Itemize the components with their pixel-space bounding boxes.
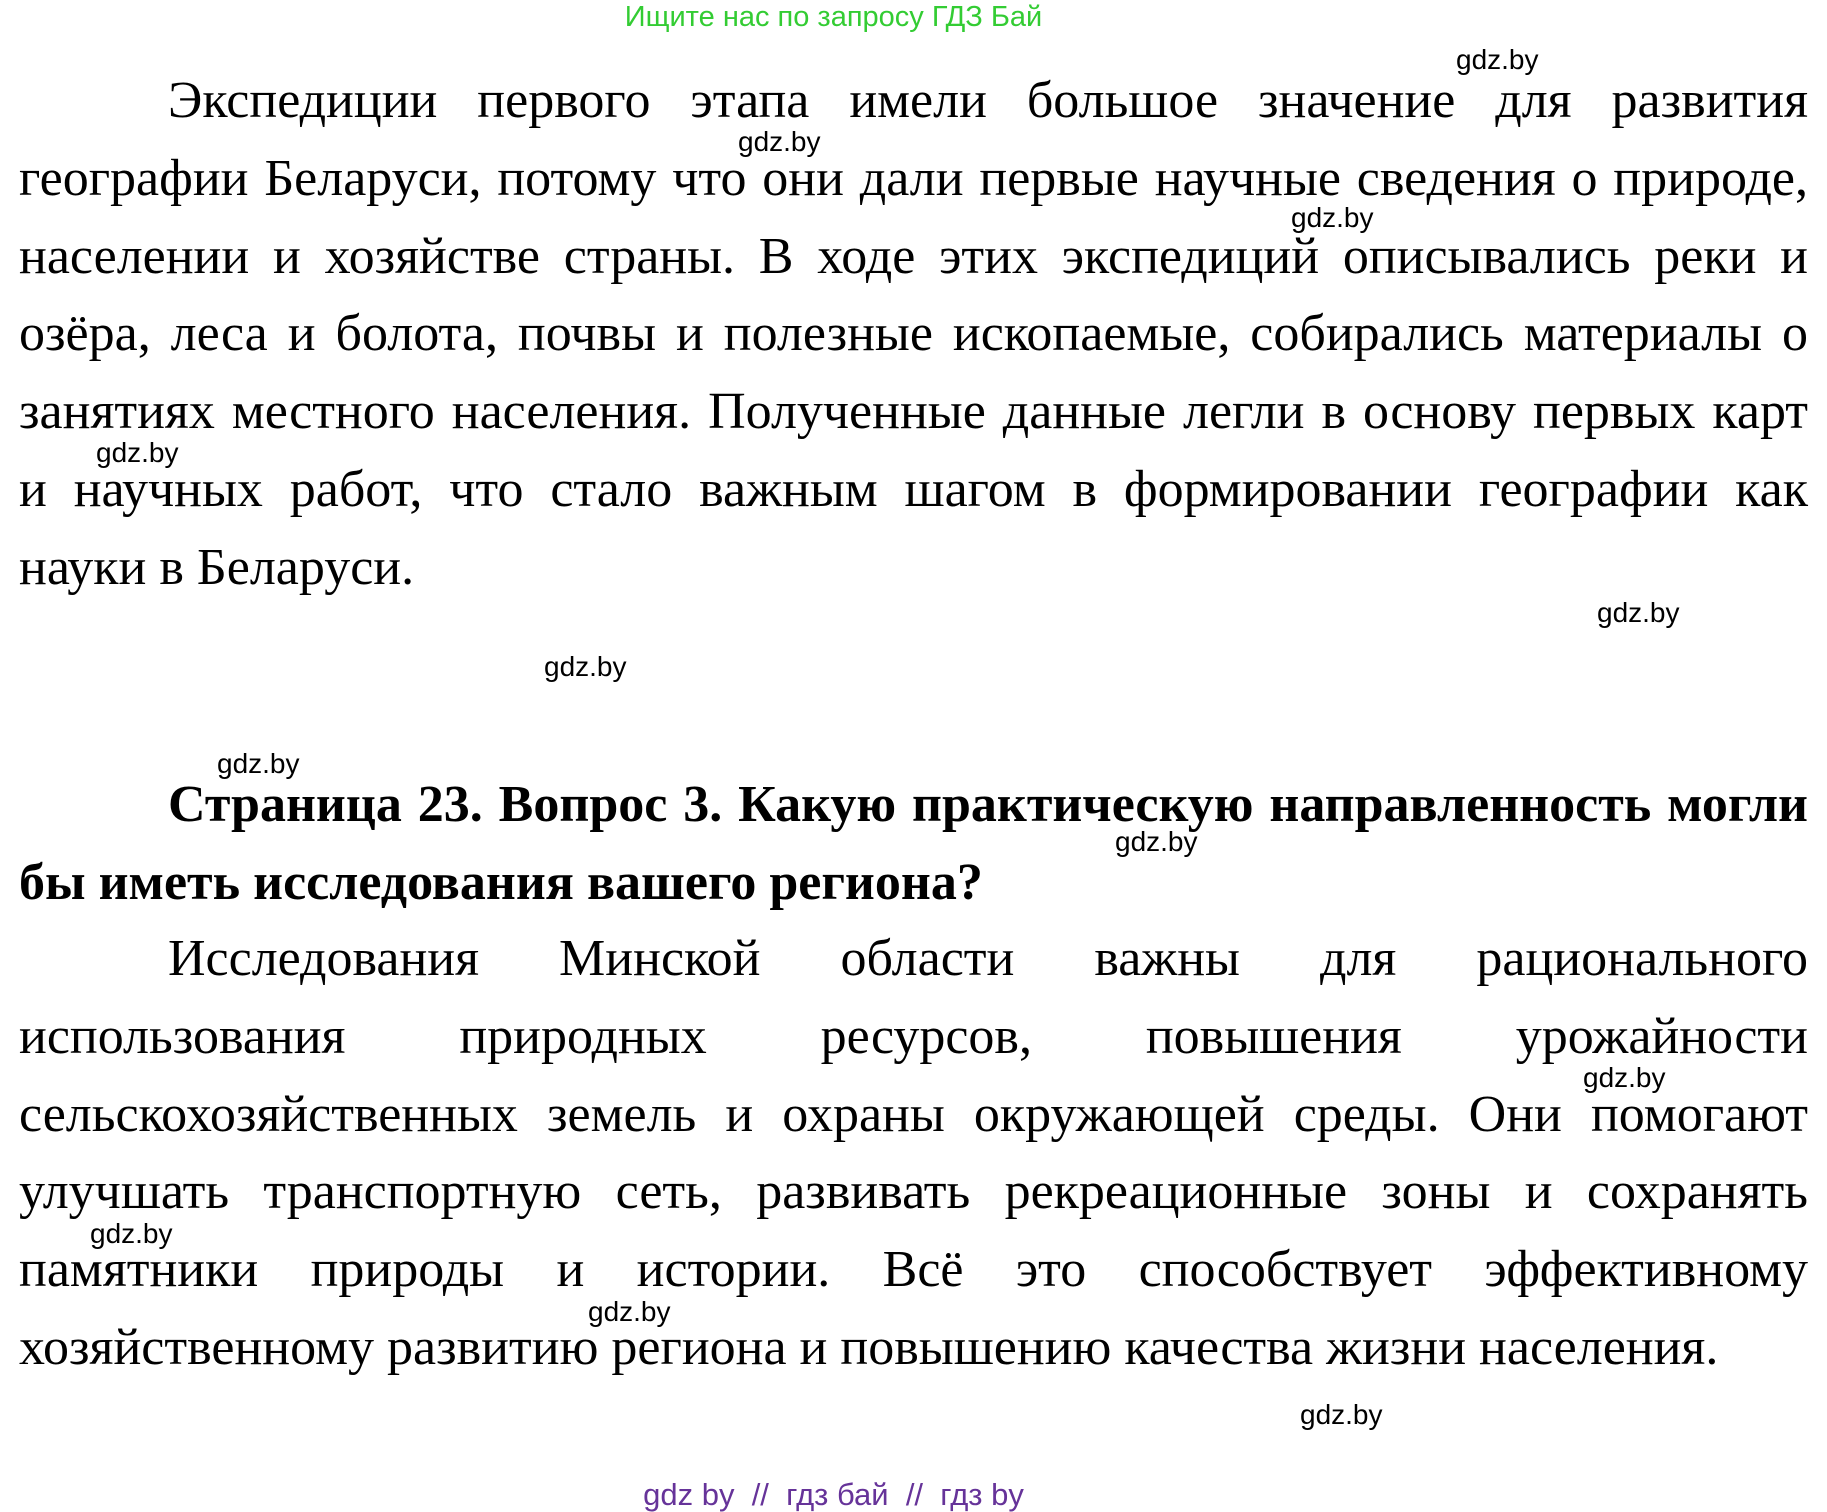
- footer-separator: //: [734, 1477, 787, 1512]
- watermark: gdz.by: [544, 651, 627, 682]
- watermark: gdz.by: [217, 748, 300, 779]
- footer-link-gdz-bai[interactable]: гдз бай: [786, 1477, 889, 1512]
- search-banner: Ищите нас по запросу ГДЗ Бай: [624, 1, 1043, 33]
- watermark: gdz.by: [1300, 1399, 1383, 1430]
- footer-separator: //: [888, 1477, 941, 1512]
- footer-links: [0, 1478, 1747, 1512]
- watermark: gdz.by: [588, 1296, 671, 1327]
- question-heading: Страница 23. Вопрос 3. Какую практическую направленность могли бы иметь исследования вашего региона?: [19, 776, 1808, 911]
- watermark: gdz.by: [738, 126, 821, 157]
- watermark: gdz.by: [1583, 1062, 1666, 1093]
- footer-link-gdz-by-cyrillic[interactable]: гдз by: [940, 1477, 1024, 1512]
- watermark: gdz.by: [96, 437, 179, 468]
- watermark: gdz.by: [1597, 597, 1680, 628]
- watermark: gdz.by: [1456, 44, 1539, 75]
- answer-paragraph-2: Исследования Минской области важны для рационального использования природных ресурсов, повышения урожайности сельскохозяйственных земель и охраны окружающей среды. Они помогают улучшать транспортную сеть, развивать рекреационные зоны и сохранять памятники природы и истории. Всё это способствует эффективному хозяйственному развитию региона и повышению качества жизни населения.: [19, 930, 1808, 1376]
- watermark: gdz.by: [1291, 202, 1374, 233]
- watermark: gdz.by: [90, 1218, 173, 1249]
- footer-link-gdz-by[interactable]: gdz by: [643, 1477, 735, 1512]
- answer-paragraph-1: Экспедиции первого этапа имели большое значение для развития географии Беларуси, потому что они дали первые научные сведения о природе, населении и хозяйстве страны. В ходе этих экспедиций описывались реки и озёра, леса и болота, почвы и полезные ископаемые, собирались материалы о занятиях местного населения. Полученные данные легли в основу первых карт и научных работ, что стало важным шагом в формировании географии как науки в Беларуси.: [19, 72, 1808, 596]
- watermark: gdz.by: [1115, 826, 1198, 857]
